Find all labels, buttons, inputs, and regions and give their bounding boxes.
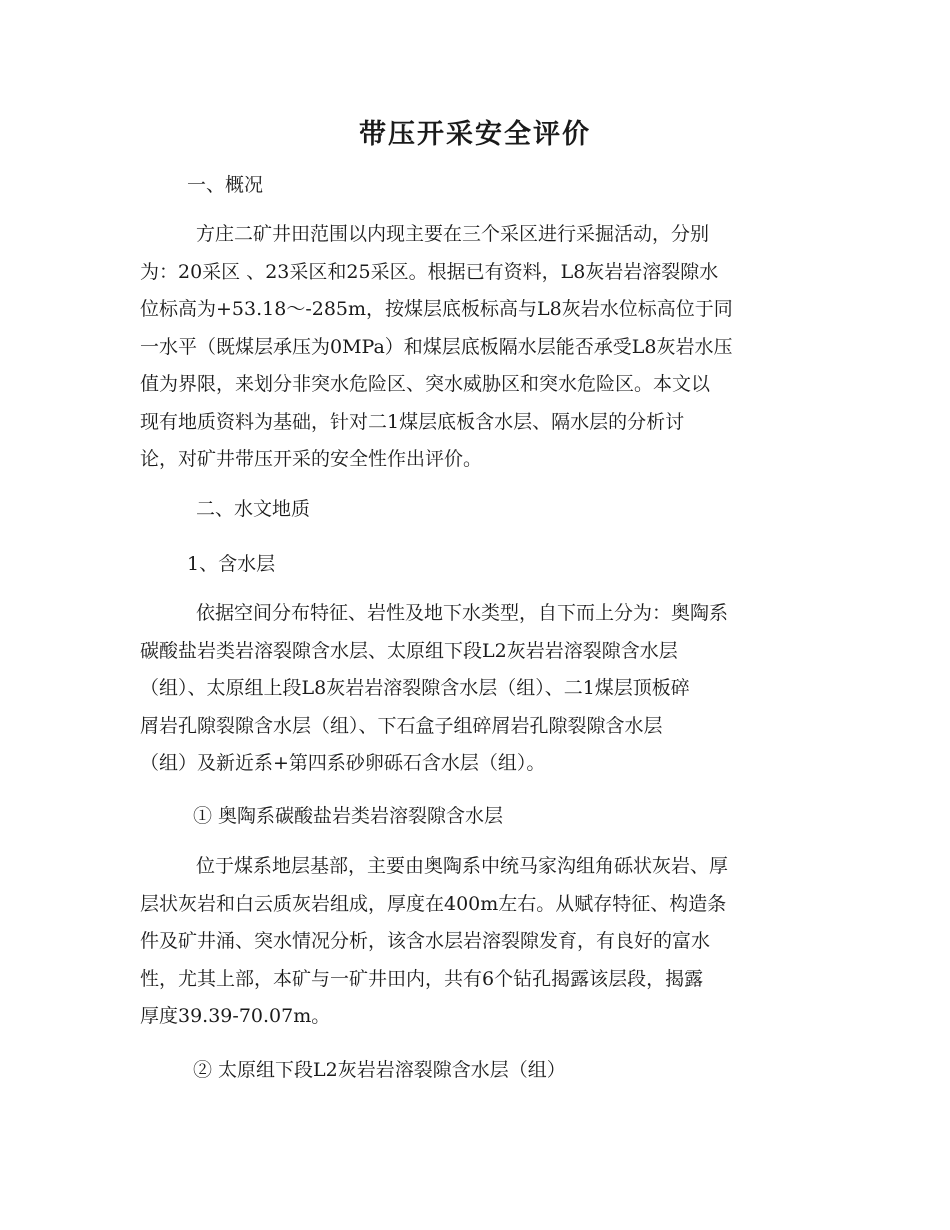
paragraph-line: 性，尤其上部，本矿与一矿井田内，共有6个钻孔揭露该层段，揭露 [140, 967, 704, 990]
item-heading-ordovician: ① 奥陶系碳酸盐岩类岩溶裂隙含水层 [193, 805, 504, 827]
paragraph-line: （组）及新近系+第四系砂卵砾石含水层（组）。 [140, 752, 546, 774]
paragraph-line: 厚度39.39-70.07m。 [140, 1005, 331, 1027]
paragraph-line: 位于煤系地层基部，主要由奥陶系中统马家沟组角砾状灰岩、厚 [196, 855, 729, 877]
paragraph-ordovician [140, 848, 805, 1036]
paragraph-line: 屑岩孔隙裂隙含水层（组）、下石盒子组碎屑岩孔隙裂隙含水层 [140, 714, 663, 737]
paragraph-line: 层状灰岩和白云质灰岩组成，厚度在400m左右。从赋存特征、构造条 [140, 892, 727, 915]
paragraph-line: 为：20采区 、23采区和25采区。根据已有资料，L8灰岩岩溶裂隙水 [140, 260, 719, 283]
section-heading-hydrogeology: 二、水文地质 [196, 498, 311, 520]
subsection-heading-aquifer: 1、含水层 [187, 553, 276, 575]
paragraph-line: 值为界限，来划分非突水危险区、突水威胁区和突水危险区。本文以 [140, 373, 711, 395]
section-heading-overview: 一、概况 [187, 174, 264, 196]
item-heading-taiyuan-l2: ② 太原组下段L2灰岩岩溶裂隙含水层（组） [193, 1059, 566, 1081]
paragraph-overview [140, 216, 805, 479]
paragraph-line: 依据空间分布特征、岩性及地下水类型，自下而上分为：奥陶系 [196, 602, 729, 624]
document-title: 带压开采安全评价 [359, 119, 591, 150]
paragraph-aquifer-classification [140, 595, 805, 783]
paragraph-line: 件及矿井涌、突水情况分析，该含水层岩溶裂隙发育，有良好的富水 [140, 930, 711, 952]
paragraph-line: （组）、太原组上段L8灰岩岩溶裂隙含水层（组）、二1煤层顶板碎 [140, 677, 690, 699]
paragraph-line: 现有地质资料为基础，针对二1煤层底板含水层、隔水层的分析讨 [140, 410, 685, 433]
paragraph-line: 一水平（既煤层承压为0MPa）和煤层底板隔水层能否承受L8灰岩水压 [140, 335, 733, 358]
paragraph-line: 碳酸盐岩类岩溶裂隙含水层、太原组下段L2灰岩岩溶裂隙含水层 [140, 639, 678, 662]
paragraph-line: 位标高为+53.18～-285m，按煤层底板标高与L8灰岩水位标高位于同 [140, 298, 733, 320]
paragraph-line: 论，对矿井带压开采的安全性作出评价。 [140, 448, 483, 470]
paragraph-line: 方庄二矿井田范围以内现主要在三个采区进行采掘活动，分别 [196, 223, 710, 245]
